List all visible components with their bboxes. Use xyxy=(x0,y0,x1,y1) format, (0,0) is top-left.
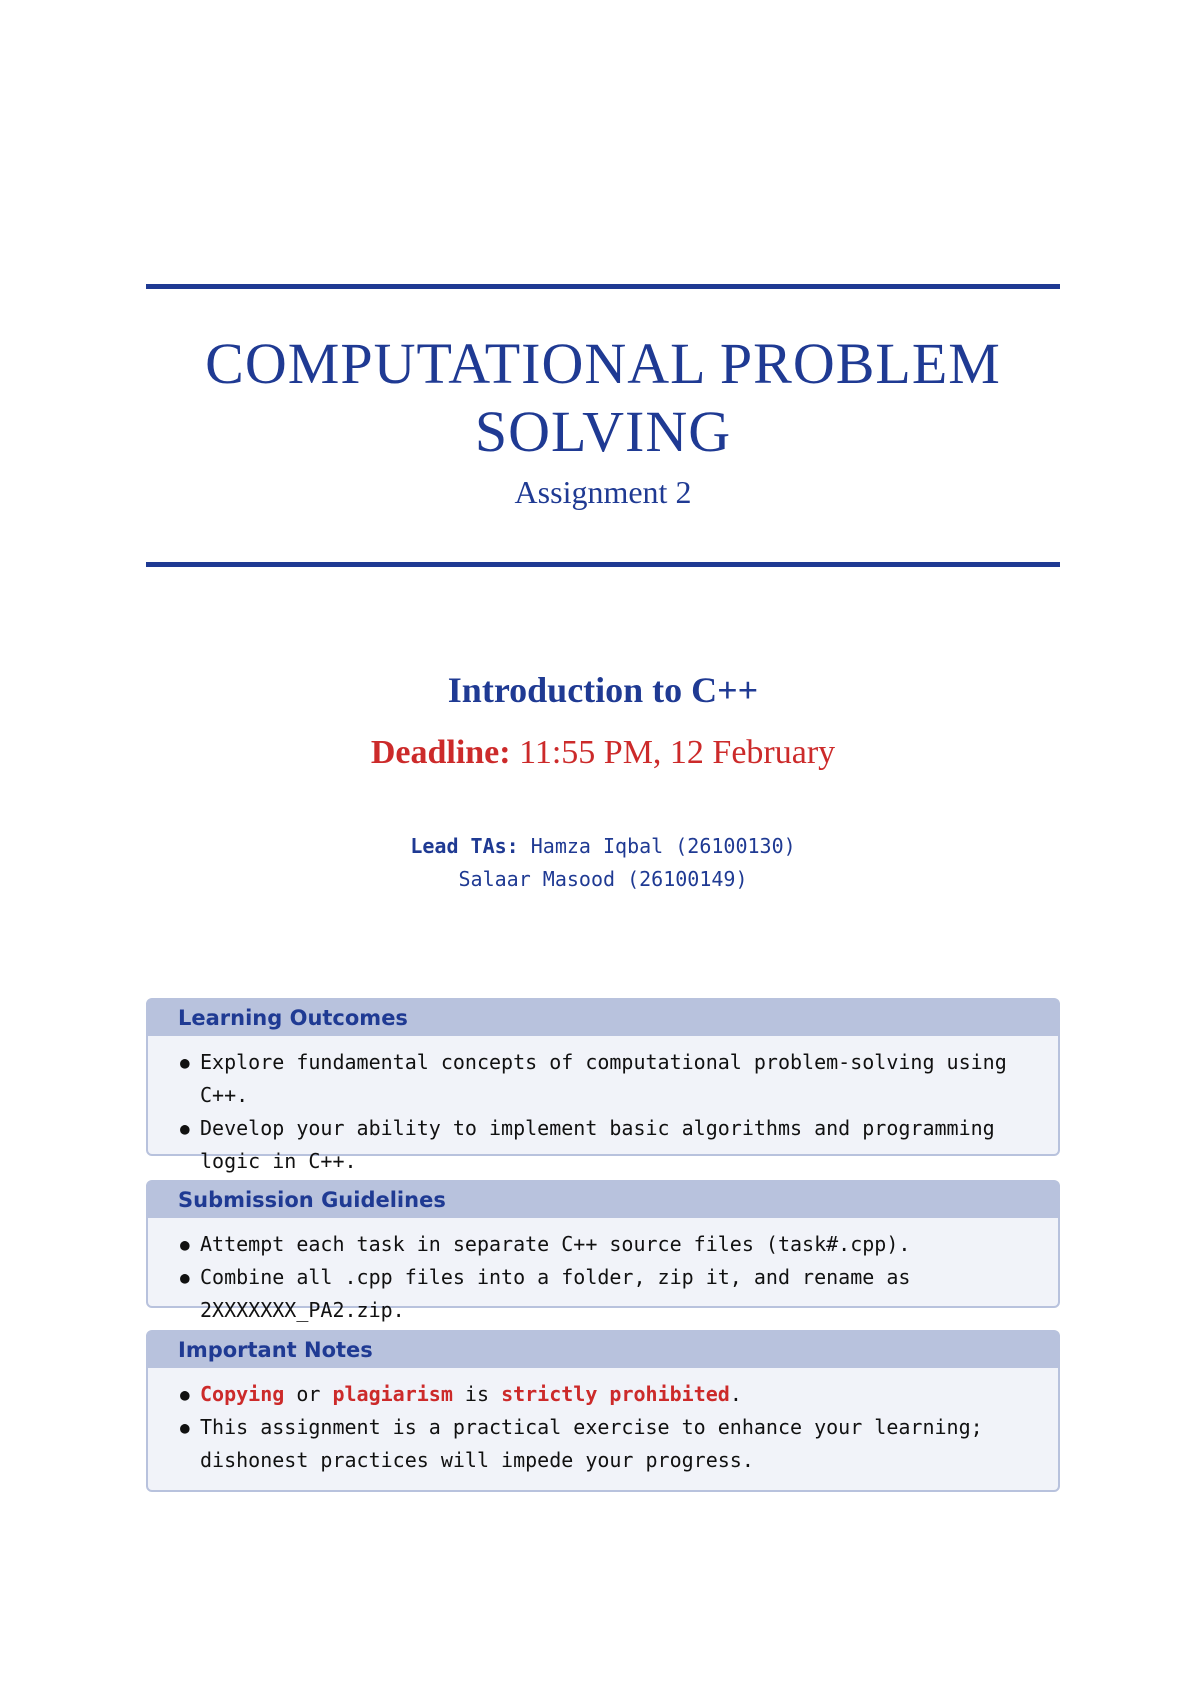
deadline-label: Deadline: xyxy=(370,734,511,771)
list-item: ● Copying or plagiarism is strictly prohibited. xyxy=(176,1378,1030,1411)
topic-heading: Introduction to C++ xyxy=(447,670,759,710)
bullet-icon: ● xyxy=(180,1385,190,1404)
bottom-rule xyxy=(146,562,1060,567)
task-filename: task#.cpp xyxy=(777,1232,887,1256)
prohibited-warning: strictly prohibited xyxy=(501,1382,730,1406)
list-item: ● Develop your ability to implement basic algorithms and programming logic in C++. xyxy=(176,1112,1030,1178)
zip-filename: 2XXXXXXX_PA2.zip xyxy=(200,1298,393,1322)
list-item: ● Explore fundamental concepts of computational problem-solving using C++. xyxy=(176,1046,1030,1112)
bullet-icon: ● xyxy=(180,1053,190,1072)
ta-2: Salaar Masood (26100149) xyxy=(458,867,748,891)
important-notes-box xyxy=(146,1330,1060,1492)
document-title xyxy=(146,330,1060,466)
deadline-value: 11:55 PM, 12 February xyxy=(519,734,836,771)
bullet-icon: ● xyxy=(180,1235,190,1254)
important-notes-title: Important Notes xyxy=(148,1332,1058,1368)
ta-1: Hamza Iqbal (26100130) xyxy=(530,834,796,858)
bullet-icon: ● xyxy=(180,1268,190,1287)
learning-outcomes-box xyxy=(146,998,1060,1173)
lead-tas-label: Lead TAs: xyxy=(410,834,519,858)
submission-guidelines-box xyxy=(146,1180,1060,1322)
bullet-icon: ● xyxy=(180,1119,190,1138)
copying-warning: Copying xyxy=(200,1382,285,1406)
plagiarism-warning: plagiarism xyxy=(332,1382,453,1406)
list-item: ● Combine all .cpp files into a folder, zip it, and rename as 2XXXXXXX_PA2.zip. xyxy=(176,1261,1030,1327)
top-rule xyxy=(146,284,1060,289)
learning-outcomes-title: Learning Outcomes xyxy=(148,1000,1058,1036)
bullet-icon: ● xyxy=(180,1418,190,1437)
deadline xyxy=(146,731,1060,775)
list-item: ● This assignment is a practical exercise to enhance your learning; dishonest practices will impede your progress. xyxy=(176,1411,1030,1477)
title-line-2: SOLVING xyxy=(474,399,732,464)
submission-guidelines-title: Submission Guidelines xyxy=(148,1182,1058,1218)
lead-tas xyxy=(146,830,1060,896)
list-item: ● Attempt each task in separate C++ source files (task#.cpp). xyxy=(176,1228,1030,1261)
assignment-subtitle: Assignment 2 xyxy=(514,474,692,510)
title-line-1: COMPUTATIONAL PROBLEM xyxy=(205,331,1001,396)
